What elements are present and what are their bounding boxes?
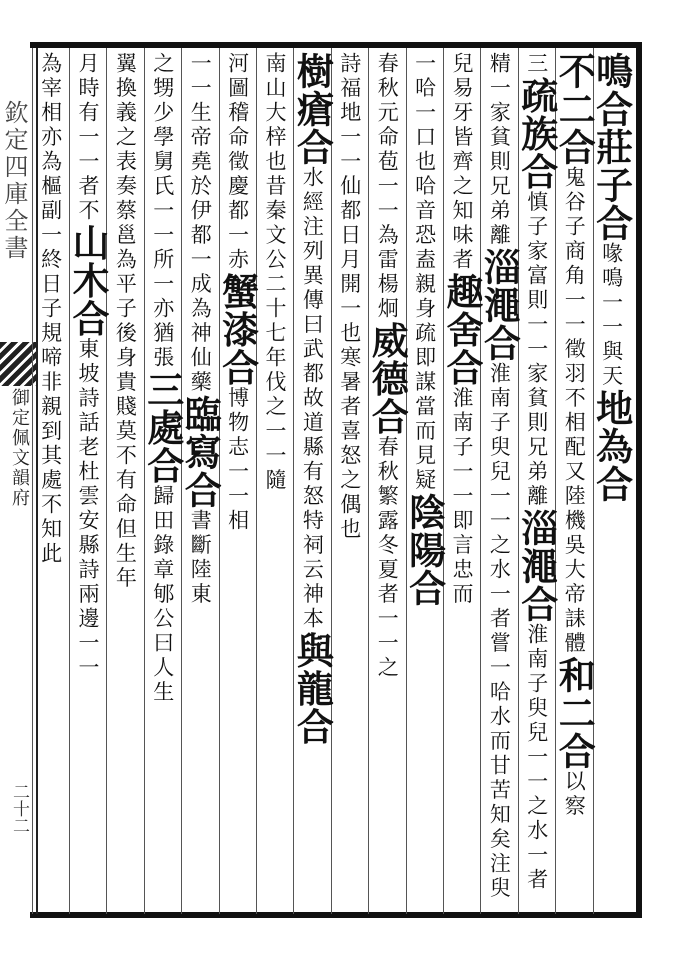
frame-top-border xyxy=(30,42,642,48)
annotation-text: 一哈一口也哈音恐盍親身疏即謀當而見疑 xyxy=(412,52,437,493)
annotation-text: 水經注列異傳曰武都故道縣有怒特祠云神本 xyxy=(300,166,325,632)
book-subtitle: 御定佩文韻府 xyxy=(9,388,30,508)
annotation-text: 三 xyxy=(524,52,549,77)
annotation-text: 一一生帝堯於伊都一成為神仙藥 xyxy=(188,52,213,395)
headword: 樹瘡合 xyxy=(290,52,335,166)
headword: 三處合 xyxy=(140,370,185,485)
headword: 鳴合 xyxy=(589,52,634,128)
annotation-text: 春秋元命苞一一為雷楊炯 xyxy=(375,52,400,322)
annotation-text: 精一家貧則兄弟離 xyxy=(487,52,512,248)
page-number: 二十二 xyxy=(9,783,29,834)
annotation-text: 淮南子臾兒一一之水一者 xyxy=(524,623,549,893)
annotation-text: 淮南子臾兒一一之水一者嘗一哈水而甘苦知矣注臾 xyxy=(487,362,512,901)
headword: 淄澠合 xyxy=(477,248,522,362)
annotation-text: 喙鳴一一與天 xyxy=(599,242,624,389)
annotation-text: 東坡詩話老杜雲安縣詩兩邊一一 xyxy=(76,337,100,681)
annotation-text: 慎子家富則一一家貧則兄弟離 xyxy=(524,190,549,509)
headword: 臨寫合 xyxy=(178,395,223,509)
frame-right-border xyxy=(636,42,642,918)
annotation-text: 詩福地一一仙都日月開一也寒暑者喜怒之偶也 xyxy=(337,52,362,542)
headword: 地為合 xyxy=(589,389,634,503)
headword: 和二合 xyxy=(552,656,597,770)
headword: 與龍合 xyxy=(290,631,335,746)
annotation-text: 月時有一一者不 xyxy=(76,52,100,224)
text-column xyxy=(26,52,76,910)
headword: 威德合 xyxy=(365,321,410,436)
annotation-text: 為宰相亦為樞副一終日子規啼非親到其處不知此 xyxy=(38,52,63,567)
annotation-text: 春秋繁露冬夏者一一之 xyxy=(375,435,400,681)
annotation-text: 博物志一一相 xyxy=(225,386,250,534)
annotation-text: 南山大梓也昔秦文公二十七年伐之一一隨 xyxy=(263,52,287,493)
annotation-text: 兒易牙皆齊之知味者 xyxy=(450,52,474,273)
headword: 不二合 xyxy=(552,52,597,166)
book-title: 欽定四庫全書 xyxy=(0,100,28,262)
annotation-text: 翼換義之表奏蔡邕為平子後身貴賤莫不有命但生年 xyxy=(113,52,138,591)
headword: 疏族合 xyxy=(514,76,559,191)
annotation-text: 書斷陸東 xyxy=(188,509,213,607)
headword: 山木合 xyxy=(66,223,110,338)
headword: 趣舍合 xyxy=(440,272,484,387)
annotation-text: 河圖稽命徵慶都一赤 xyxy=(225,52,250,273)
headword: 淄澠合 xyxy=(514,509,559,623)
annotation-text: 鬼谷子商角一一徵羽不相配又陸機吳大帝誄體 xyxy=(562,166,587,656)
headword: 陰陽合 xyxy=(402,493,447,607)
annotation-text: 淮南子一一即言忠而 xyxy=(450,386,474,607)
annotation-text: 以察 xyxy=(562,770,587,819)
headword: 蟹漆合 xyxy=(215,272,260,387)
annotation-text: 之甥少學舅氏一一所一亦猶張 xyxy=(150,52,175,371)
annotation-text: 歸田錄章郇公曰人生 xyxy=(150,484,175,705)
frame-bottom-border xyxy=(30,912,642,918)
headword: 莊子合 xyxy=(589,128,634,242)
